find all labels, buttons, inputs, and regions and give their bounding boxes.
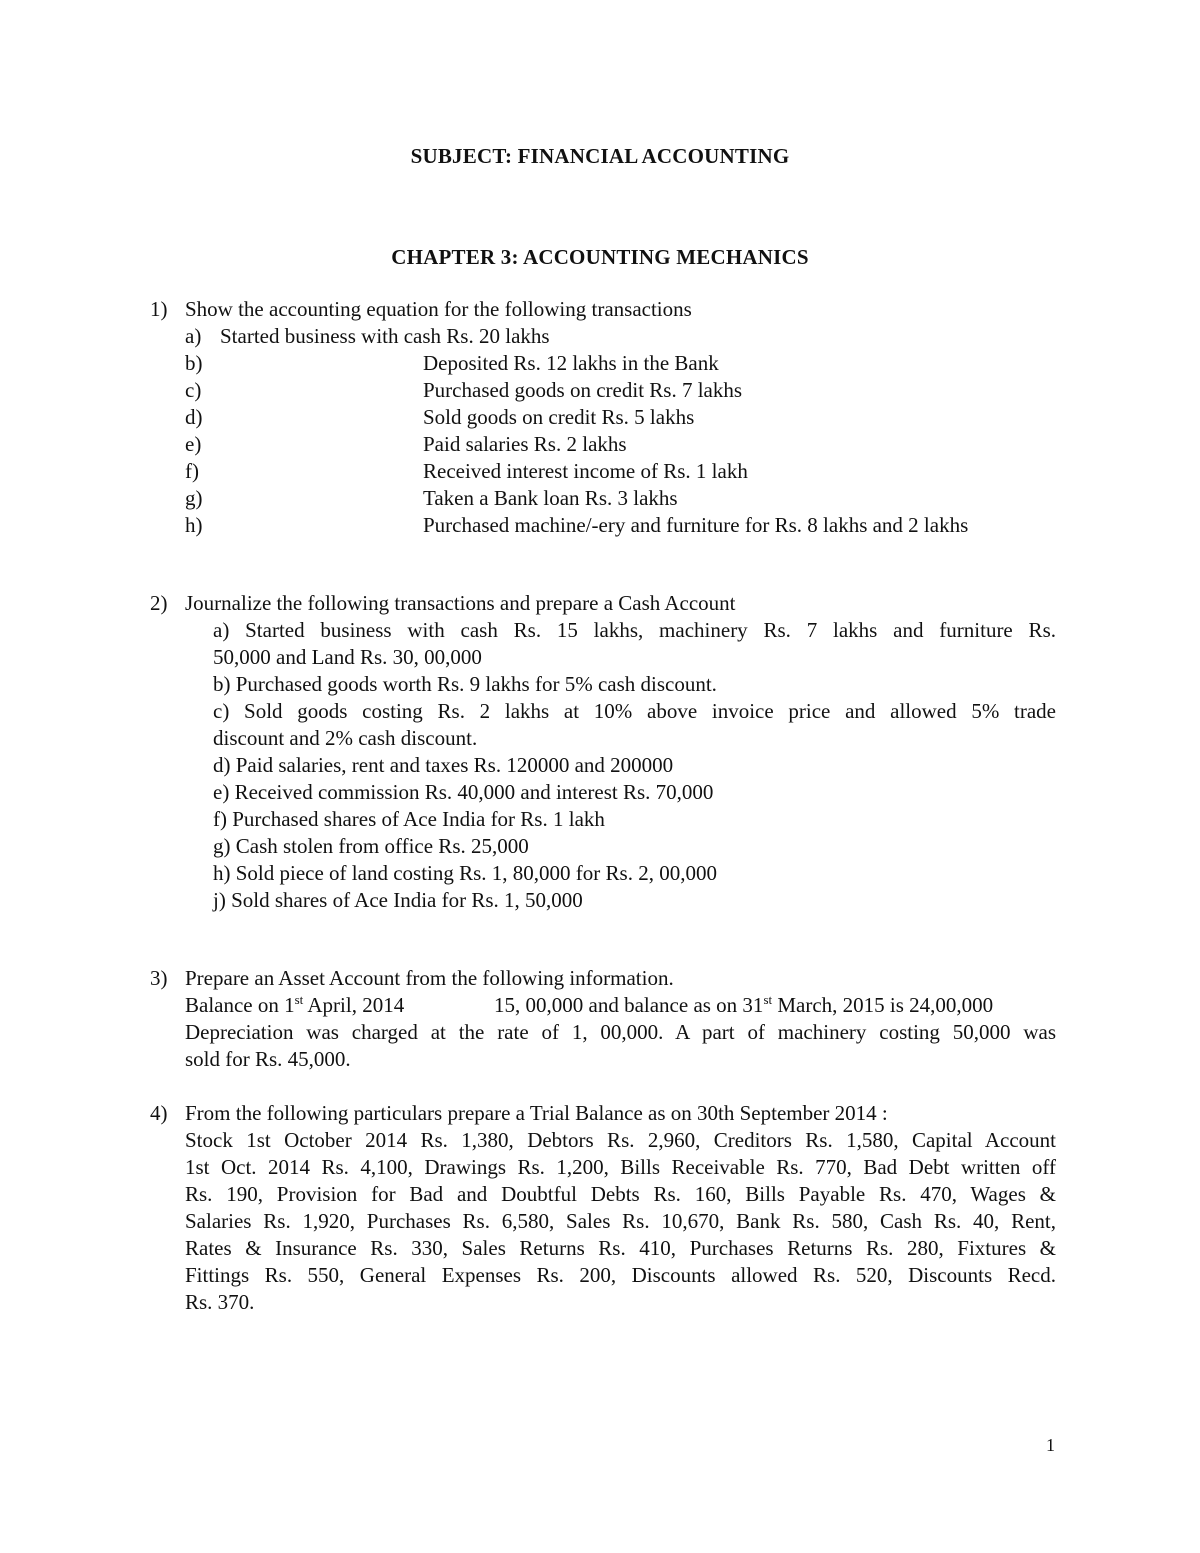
question-line: g) Cash stolen from office Rs. 25,000 (213, 834, 529, 858)
question-number: 2) (150, 591, 168, 615)
page-number: 1 (1046, 1435, 1055, 1455)
item-text: Started business with cash Rs. 20 lakhs (220, 324, 550, 348)
question-text: Prepare an Asset Account from the following information. (185, 966, 674, 990)
item-text: Deposited Rs. 12 lakhs in the Bank (423, 351, 719, 375)
item-text: Purchased machine/-ery and furniture for Rs. 8 lakhs and 2 lakhs (423, 513, 969, 537)
question-line: Salaries Rs. 1,920, Purchases Rs. 6,580, Sales Rs. 10,670, Bank Rs. 580, Cash Rs. 40, Rent, (185, 1209, 1056, 1233)
question-line: 50,000 and Land Rs. 30, 00,000 (213, 645, 482, 669)
question-number: 3) (150, 966, 168, 990)
balance-opening: Balance on 1st April, 2014 (185, 992, 405, 1017)
item-label: a) (185, 324, 202, 348)
question-text: Journalize the following transactions and prepare a Cash Account (185, 591, 736, 615)
item-text: Received interest income of Rs. 1 lakh (423, 459, 748, 483)
question-line: Depreciation was charged at the rate of 1, 00,000. A part of machinery costing 50,000 was (185, 1020, 1056, 1044)
item-label: c) (185, 378, 202, 402)
subject-heading: SUBJECT: FINANCIAL ACCOUNTING (410, 144, 790, 168)
question-number: 4) (150, 1101, 168, 1125)
question-line: Rs. 370. (185, 1290, 255, 1314)
question-line: Stock 1st October 2014 Rs. 1,380, Debtors Rs. 2,960, Creditors Rs. 1,580, Capital Account (185, 1128, 1056, 1152)
item-label: h) (185, 513, 203, 537)
question-line: Fittings Rs. 550, General Expenses Rs. 200, Discounts allowed Rs. 520, Discounts Recd. (185, 1263, 1056, 1287)
question-line: discount and 2% cash discount. (213, 726, 478, 750)
chapter-heading: CHAPTER 3: ACCOUNTING MECHANICS (391, 245, 809, 269)
question-line: b) Purchased goods worth Rs. 9 lakhs for 5% cash discount. (213, 672, 717, 696)
question-line: sold for Rs. 45,000. (185, 1047, 351, 1071)
item-label: d) (185, 405, 203, 429)
question-line: j) Sold shares of Ace India for Rs. 1, 50,000 (213, 888, 583, 912)
balance-closing: 15, 00,000 and balance as on 31st March, 2015 is 24,00,000 (494, 992, 994, 1017)
question-line: h) Sold piece of land costing Rs. 1, 80,000 for Rs. 2, 00,000 (213, 861, 717, 885)
question-line: e) Received commission Rs. 40,000 and interest Rs. 70,000 (213, 780, 714, 804)
item-text: Taken a Bank loan Rs. 3 lakhs (423, 486, 678, 510)
item-text: Paid salaries Rs. 2 lakhs (423, 432, 627, 456)
question-line: c) Sold goods costing Rs. 2 lakhs at 10% above invoice price and allowed 5% trade (213, 699, 1056, 723)
question-text: From the following particulars prepare a Trial Balance as on 30th September 2014 : (185, 1101, 888, 1125)
item-label: e) (185, 432, 202, 456)
question-number: 1) (150, 297, 168, 321)
item-text: Sold goods on credit Rs. 5 lakhs (423, 405, 695, 429)
item-text: Purchased goods on credit Rs. 7 lakhs (423, 378, 743, 402)
question-line: d) Paid salaries, rent and taxes Rs. 120000 and 200000 (213, 753, 674, 777)
question-line: a) Started business with cash Rs. 15 lakhs, machinery Rs. 7 lakhs and furniture Rs. (213, 618, 1056, 642)
question-text: Show the accounting equation for the following transactions (185, 297, 692, 321)
question-line: f) Purchased shares of Ace India for Rs. 1 lakh (213, 807, 605, 831)
question-line: Rates & Insurance Rs. 330, Sales Returns Rs. 410, Purchases Returns Rs. 280, Fixtures & (185, 1236, 1056, 1260)
question-line: 1st Oct. 2014 Rs. 4,100, Drawings Rs. 1,200, Bills Receivable Rs. 770, Bad Debt written off (185, 1155, 1056, 1179)
item-label: f) (185, 459, 199, 483)
item-label: b) (185, 351, 203, 375)
item-label: g) (185, 486, 203, 510)
question-line: Rs. 190, Provision for Bad and Doubtful Debts Rs. 160, Bills Payable Rs. 470, Wages & (185, 1182, 1056, 1206)
